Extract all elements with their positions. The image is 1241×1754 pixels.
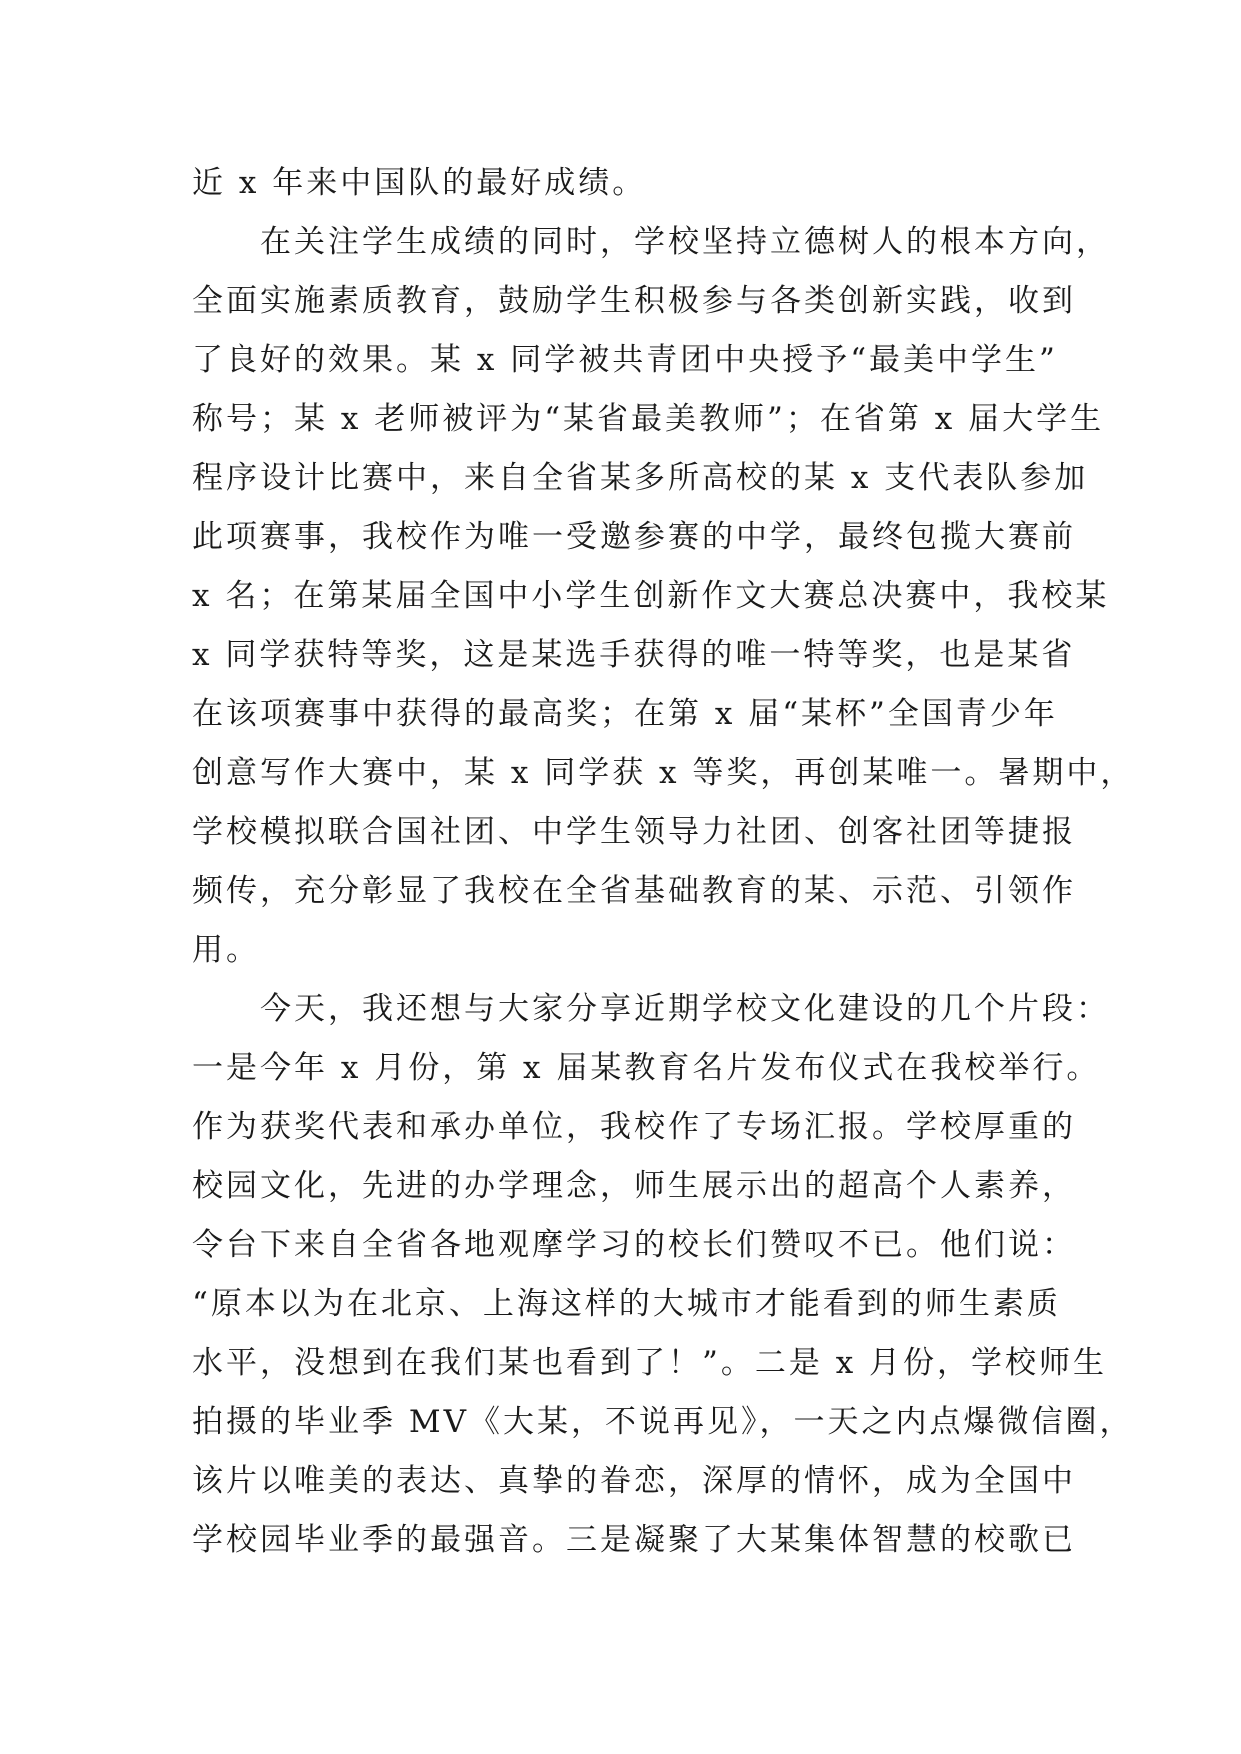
text-line: 令台下来自全省各地观摩学习的校长们赞叹不已。他们说：: [192, 1227, 1076, 1263]
text-line: 创意写作大赛中，某 x 同学获 x 等奖，再创某唯一。暑期中，: [192, 755, 1135, 791]
text-line: 拍摄的毕业季 MV《大某，不说再见》，一天之内点爆微信圈，: [192, 1404, 1134, 1440]
text-line: 学校模拟联合国社团、中学生领导力社团、创客社团等捷报: [192, 814, 1076, 850]
text-line: 频传，充分彰显了我校在全省基础教育的某、示范、引领作: [192, 873, 1076, 909]
text-line: 学校园毕业季的最强音。三是凝聚了大某集体智慧的校歌已: [192, 1522, 1076, 1558]
text-line: 此项赛事，我校作为唯一受邀参赛的中学，最终包揽大赛前: [192, 519, 1076, 555]
text-line: 程序设计比赛中，来自全省某多所高校的某 x 支代表队参加: [192, 460, 1089, 496]
text-line: x 同学获特等奖，这是某选手获得的唯一特等奖，也是某省: [192, 637, 1076, 673]
text-line: x 名；在第某届全国中小学生创新作文大赛总决赛中，我校某: [192, 578, 1110, 614]
text-line: 用。: [192, 932, 260, 968]
text-line: 水平，没想到在我们某也看到了！”。二是 x 月份，学校师生: [192, 1345, 1108, 1381]
text-line: 一是今年 x 月份，第 x 届某教育名片发布仪式在我校举行。: [192, 1050, 1101, 1086]
paragraph-first-line: 在关注学生成绩的同时，学校坚持立德树人的根本方向，: [260, 224, 1110, 260]
text-line: 作为获奖代表和承办单位，我校作了专场汇报。学校厚重的: [192, 1109, 1076, 1145]
paragraph-first-line: 今天，我还想与大家分享近期学校文化建设的几个片段：: [260, 991, 1110, 1027]
text-line: 该片以唯美的表达、真挚的眷恋，深厚的情怀，成为全国中: [192, 1463, 1076, 1499]
text-line: “原本以为在北京、上海这样的大城市才能看到的师生素质: [192, 1286, 1061, 1322]
text-line: 校园文化，先进的办学理念，师生展示出的超高个人素养，: [192, 1168, 1076, 1204]
text-line: 了良好的效果。某 x 同学被共青团中央授予“最美中学生”: [192, 342, 1058, 378]
text-line: 近 x 年来中国队的最好成绩。: [192, 165, 647, 201]
text-line: 称号；某 x 老师被评为“某省最美教师”；在省第 x 届大学生: [192, 401, 1105, 437]
text-line: 全面实施素质教育，鼓励学生积极参与各类创新实践，收到: [192, 283, 1076, 319]
text-line: 在该项赛事中获得的最高奖；在第 x 届“某杯”全国青少年: [192, 696, 1058, 732]
document-body: [192, 154, 1135, 1570]
